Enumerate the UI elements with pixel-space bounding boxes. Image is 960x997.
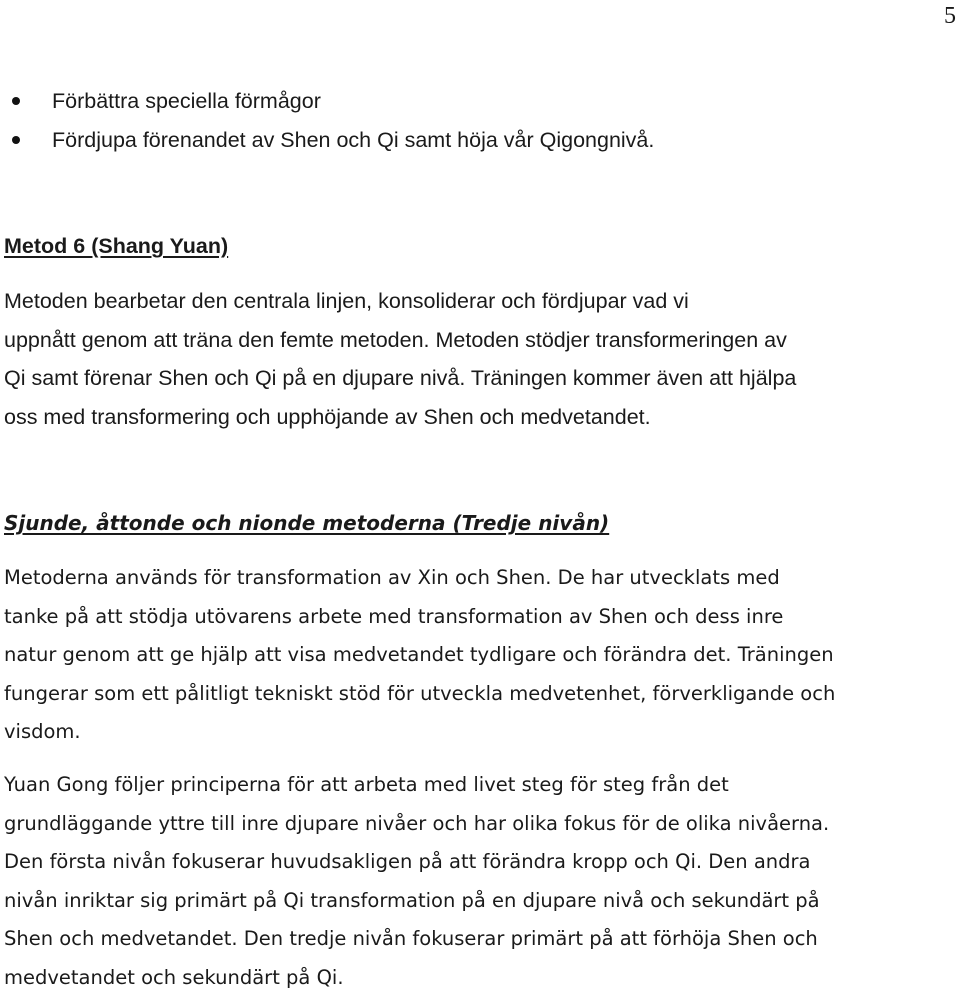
- bullet-icon: [12, 97, 20, 105]
- bullet-text: Fördjupa förenandet av Shen och Qi samt höja vår Qigongnivå.: [52, 128, 655, 152]
- level3-paragraph-2: Yuan Gong följer principerna för att arbeta med livet steg för steg från det grundläggande yttre till inre djupare nivåer och har olika fokus för de olika nivåerna. Den första nivån fokuserar huvudsakligen på att förändra kropp och Qi. Den andra nivån inriktar sig primärt på Qi transformation på en djupare nivå och sekundärt på Shen och medvetandet. Den tredje nivån fokuserar primärt på att förhöja Shen och medvetandet och sekundärt på Qi.: [4, 773, 830, 989]
- level3-paragraph-1: Metoderna används för transformation av Xin och Shen. De har utvecklats med tanke på att stödja utövarens arbete med transformation av Shen och dess inre natur genom att ge hjälp att visa medvetandet tydligare och förändra det. Träningen fungerar som ett pålitligt tekniskt stöd för utveckla medvetenhet, förverkligande och visdom.: [4, 566, 836, 743]
- level3-heading: Sjunde, åttonde och nionde metoderna (Tredje nivån): [4, 511, 610, 535]
- bullet-icon: [12, 136, 20, 144]
- list-item: [0, 84, 654, 123]
- bullet-list: [0, 84, 654, 162]
- method6-paragraph: Metoden bearbetar den centrala linjen, konsoliderar och fördjupar vad vi uppnått genom att träna den femte metoden. Metoden stödjer transformeringen av Qi samt förenar Shen och Qi på en djupare nivå. Träningen kommer även att hjälpa oss med transformering och upphöjande av Shen och medvetandet.: [4, 289, 797, 429]
- method6-heading: Metod 6 (Shang Yuan): [4, 234, 229, 258]
- page-number: 5: [944, 3, 956, 29]
- bullet-text: Förbättra speciella förmågor: [52, 89, 321, 113]
- list-item: [0, 123, 654, 162]
